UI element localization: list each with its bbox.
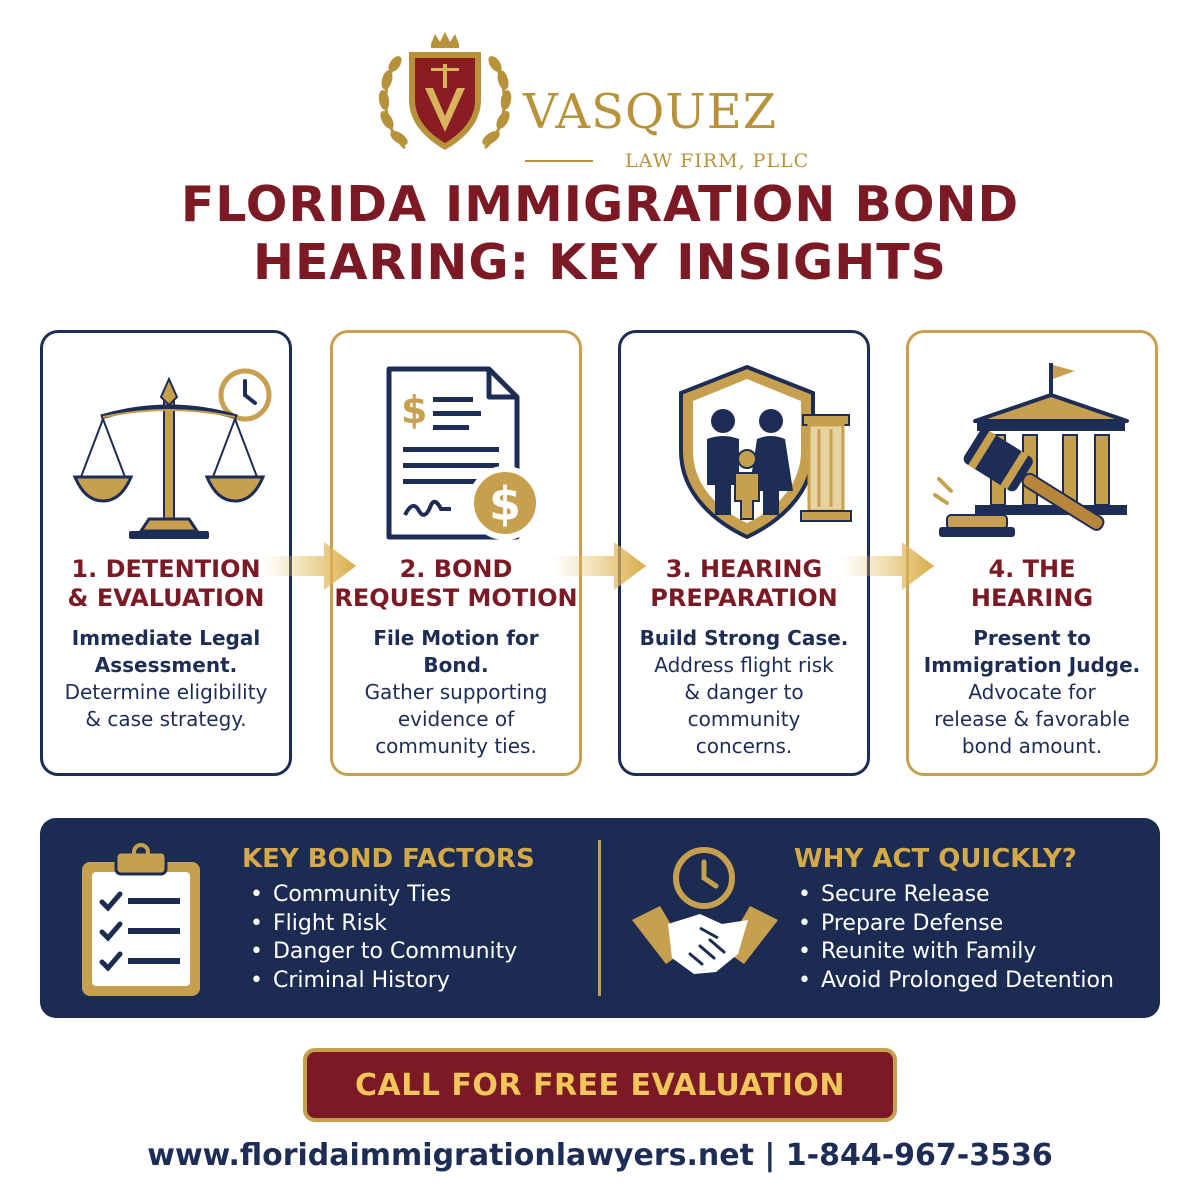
step-title — [43, 555, 289, 613]
courthouse-gavel-icon — [925, 355, 1145, 545]
list-item: • Flight Risk — [250, 910, 517, 939]
panel-divider — [598, 840, 601, 996]
step-title — [333, 555, 579, 613]
step-description-line: community — [687, 707, 801, 731]
step-summary — [621, 625, 867, 652]
title-line: HEARING: KEY INSIGHTS — [253, 234, 947, 291]
step-title — [909, 555, 1155, 613]
list-item: • Danger to Community — [250, 938, 517, 967]
info-panel — [40, 818, 1160, 1018]
step-card-preparation — [618, 330, 870, 776]
step-summary-line: Assessment. — [94, 653, 238, 677]
free-evaluation-button[interactable]: CALL FOR FREE EVALUATION — [303, 1048, 897, 1122]
crest-emblem-icon — [375, 30, 515, 160]
step-description-line: Address flight risk — [654, 653, 834, 677]
scales-clock-icon — [59, 355, 279, 545]
step-description-line: Advocate for — [968, 680, 1096, 704]
svg-text:$: $ — [401, 388, 428, 432]
list-item: • Prepare Defense — [798, 910, 1114, 939]
step-summary — [43, 625, 289, 679]
firm-subtitle: LAW FIRM, PLLC — [625, 150, 810, 172]
list-item: • Reunite with Family — [798, 938, 1114, 967]
list-item: • Criminal History — [250, 967, 517, 996]
step-description — [909, 679, 1155, 760]
step-summary-line: Immigration Judge. — [923, 653, 1141, 677]
step-description — [43, 679, 289, 733]
step-title — [621, 555, 867, 613]
step-description-line: bond amount. — [961, 734, 1103, 758]
step-title-line: 1. DETENTION — [71, 555, 261, 583]
step-title-line: REQUEST MOTION — [334, 584, 578, 612]
divider — [525, 160, 593, 162]
step-description-line: release & favorable — [934, 707, 1130, 731]
step-card-detention — [40, 330, 292, 776]
svg-text:$: $ — [489, 477, 522, 531]
step-title-line: 2. BOND — [399, 555, 513, 583]
step-description-line: community ties. — [375, 734, 537, 758]
bond-document-icon — [349, 355, 569, 545]
step-summary-line: Build Strong Case. — [639, 626, 849, 650]
step-description-line: & case strategy. — [85, 707, 247, 731]
step-title-line: & EVALUATION — [67, 584, 265, 612]
step-summary-line: Present to — [973, 626, 1091, 650]
step-summary-line: Bond. — [423, 653, 489, 677]
step-summary-line: File Motion for — [373, 626, 539, 650]
list-item: • Secure Release — [798, 881, 1114, 910]
why-act-heading: WHY ACT QUICKLY? — [794, 844, 1077, 874]
step-summary-line: Immediate Legal — [71, 626, 261, 650]
arrow-right-icon — [262, 538, 358, 594]
why-act-list — [798, 881, 1114, 995]
step-description-line: evidence of — [397, 707, 515, 731]
step-description — [621, 652, 867, 760]
step-summary — [909, 625, 1155, 679]
handshake-clock-icon — [630, 842, 780, 992]
step-description-line: Gather supporting — [364, 680, 548, 704]
step-card-bond-request — [330, 330, 582, 776]
key-factors-heading: KEY BOND FACTORS — [242, 844, 535, 874]
step-title-line: 3. HEARING — [665, 555, 823, 583]
arrow-right-icon — [840, 538, 936, 594]
step-title-line: HEARING — [970, 584, 1094, 612]
step-description-line: concerns. — [695, 734, 793, 758]
family-shield-icon — [637, 355, 857, 545]
step-description-line: Determine eligibility — [64, 680, 268, 704]
clipboard-checklist-icon — [76, 840, 206, 1000]
page-title — [0, 176, 1200, 292]
step-card-hearing — [906, 330, 1158, 776]
list-item: • Avoid Prolonged Detention — [798, 967, 1114, 996]
step-description — [333, 679, 579, 760]
step-summary — [333, 625, 579, 679]
step-title-line: 4. THE — [988, 555, 1076, 583]
step-description-line: & danger to — [684, 680, 804, 704]
key-factors-list — [250, 881, 517, 995]
firm-name: VASQUEZ — [523, 84, 778, 140]
title-line: FLORIDA IMMIGRATION BOND — [180, 176, 1020, 233]
contact-footer: www.floridaimmigrationlawyers.net | 1-844-967-3536 — [147, 1138, 1053, 1173]
arrow-right-icon — [552, 538, 648, 594]
step-title-line: PREPARATION — [650, 584, 838, 612]
list-item: • Community Ties — [250, 881, 517, 910]
firm-logo — [375, 30, 835, 172]
